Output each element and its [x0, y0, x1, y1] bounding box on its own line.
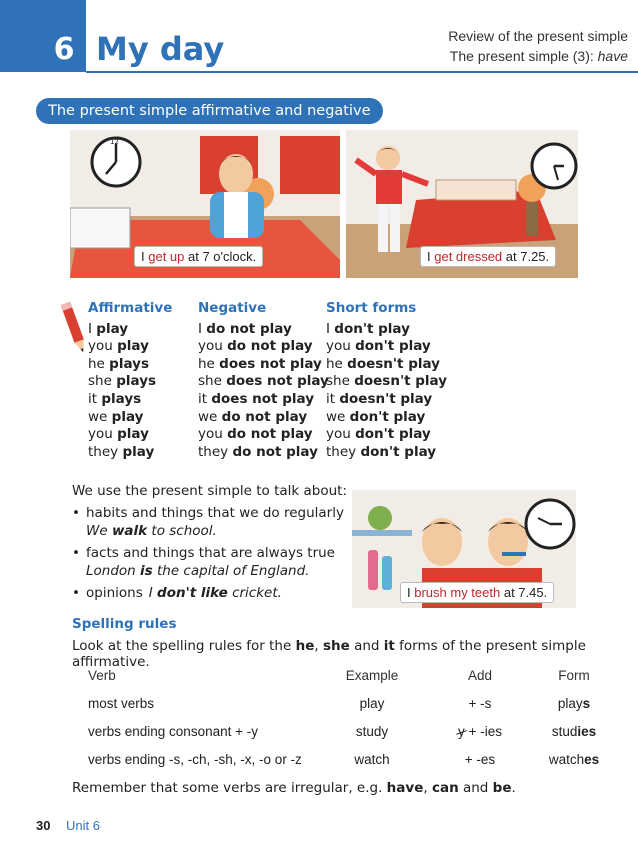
verb-form: don't play: [355, 338, 431, 355]
subject: he: [198, 355, 215, 372]
rule-form: [532, 724, 616, 739]
subject: I: [88, 320, 92, 337]
irregular-note: [72, 780, 516, 796]
footer-unit-label: Unit 6: [66, 818, 100, 833]
verb-form: do not play: [206, 320, 292, 337]
subtitle-2: [448, 46, 628, 66]
bullet-text: opinions: [86, 585, 143, 601]
subject: you: [88, 426, 113, 443]
subject: he: [326, 355, 343, 372]
pencil-icon: [60, 298, 88, 356]
unit-number: 6: [44, 30, 84, 70]
caption-suffix: at 7.25.: [502, 249, 550, 264]
use-example-opinions: [149, 585, 282, 601]
subject: you: [198, 426, 223, 443]
short-forms-heading: Short forms: [326, 300, 417, 316]
negative-column: [198, 300, 329, 461]
short-row: [326, 356, 447, 374]
caption-suffix: at 7 o'clock.: [184, 249, 257, 264]
form-stem: play: [557, 696, 583, 711]
short-row: [326, 321, 447, 339]
header-add: Add: [467, 668, 493, 683]
subject: they: [326, 443, 357, 460]
subject: you: [88, 338, 113, 355]
add-suffix: + -ies: [468, 724, 502, 739]
example-part: cricket.: [227, 585, 282, 601]
aff-row: [88, 426, 172, 444]
clock-left-icon: [92, 138, 140, 186]
verb-form: doesn't play: [339, 390, 433, 407]
svg-text:12: 12: [110, 138, 119, 146]
note-part: .: [511, 780, 516, 796]
spelling-row: [84, 724, 614, 752]
verb-form: play: [117, 338, 149, 355]
caption-verb: get up: [148, 249, 185, 264]
neg-row: [198, 391, 329, 409]
aff-row: [88, 338, 172, 356]
verb-form: do not play: [227, 338, 313, 355]
example-part: I: [148, 585, 158, 601]
short-forms-column: [326, 300, 447, 461]
get-dressed-caption: [420, 246, 556, 267]
verb-form: does not play: [226, 373, 329, 390]
form-stem: watch: [548, 752, 585, 767]
short-row: [326, 426, 447, 444]
spelling-intro: [72, 638, 638, 670]
note-part: ,: [423, 780, 432, 796]
example-part: the capital of England.: [152, 563, 310, 579]
verb-form: do not play: [221, 408, 308, 425]
subject: it: [326, 390, 336, 407]
intro-it: it: [383, 638, 395, 654]
aff-row: [88, 444, 172, 462]
rule-verb: verbs ending consonant + -y: [88, 724, 258, 739]
subtitle-2-italic: have: [597, 48, 628, 64]
subtitle-1: Review of the present simple: [448, 28, 628, 44]
caption-suffix: at 7.45.: [500, 585, 548, 600]
page-number: 30: [36, 818, 51, 833]
verb-form: does not play: [211, 390, 314, 407]
verb-form: play: [96, 320, 129, 337]
neg-row: [198, 321, 329, 339]
note-part: and: [458, 780, 493, 796]
intro-part: Look at the spelling rules for the: [72, 638, 296, 654]
verb-form: don't play: [334, 320, 410, 337]
verb-form: does not play: [219, 355, 322, 372]
rule-example: study: [355, 724, 389, 739]
use-bullet-opinions: [72, 584, 352, 602]
form-ending: ies: [577, 724, 597, 739]
spelling-header-row: [84, 668, 614, 696]
verb-form: play: [117, 426, 149, 443]
example-part: to school.: [147, 523, 217, 539]
subtitle-2-prefix: The present simple (3):: [449, 48, 598, 64]
rule-add: + -s: [468, 696, 492, 711]
aff-row: [88, 391, 172, 409]
caption-prefix: I: [407, 585, 415, 600]
subject: you: [198, 338, 223, 355]
affirmative-column: [88, 300, 172, 461]
uses-intro: We use the present simple to talk about:: [72, 483, 348, 499]
subject: I: [198, 320, 202, 337]
subject: they: [88, 443, 119, 460]
note-part: Remember that some verbs are irregular, e.g.: [72, 780, 387, 796]
intro-she: she: [322, 638, 350, 654]
subject: you: [326, 338, 351, 355]
rule-form: [532, 752, 616, 767]
use-example-facts: [72, 562, 352, 580]
caption-prefix: I: [427, 249, 435, 264]
clock-right-icon: [532, 144, 576, 188]
verb-form: don't play: [355, 426, 431, 443]
unit-subtitles: [448, 26, 628, 66]
clock-teeth-icon: [526, 500, 574, 548]
subject: I: [326, 320, 330, 337]
spelling-table: [84, 668, 614, 780]
short-row: [326, 409, 447, 427]
spelling-row: [84, 752, 614, 780]
verb-form: plays: [101, 390, 142, 407]
neg-row: [198, 373, 329, 391]
subject: you: [326, 426, 351, 443]
short-row: [326, 444, 447, 462]
short-row: [326, 373, 447, 391]
use-bullet-habits: • habits and things that we do regularly: [72, 504, 352, 522]
brush-teeth-caption: [400, 582, 554, 603]
verb-form: don't play: [349, 408, 426, 425]
header-rule: [86, 71, 638, 73]
affirmative-heading: Affirmative: [88, 300, 173, 316]
subject: it: [198, 390, 208, 407]
rule-add: + -es: [464, 752, 496, 767]
note-can: can: [431, 780, 459, 796]
caption-verb: get dressed: [434, 249, 503, 264]
neg-row: [198, 409, 329, 427]
subject: she: [198, 373, 222, 390]
form-ending: s: [582, 696, 591, 711]
subject: they: [198, 443, 229, 460]
unit-title: My day: [96, 30, 225, 68]
spelling-heading: Spelling rules: [72, 616, 177, 632]
spelling-row: [84, 696, 614, 724]
subject: it: [88, 390, 98, 407]
short-row: [326, 391, 447, 409]
aff-row: [88, 373, 172, 391]
subject: he: [88, 355, 105, 372]
aff-row: [88, 409, 172, 427]
verb-form: don't play: [360, 443, 437, 460]
get-up-caption: [134, 246, 263, 267]
struck-letter: y: [458, 724, 465, 739]
rule-example: play: [359, 696, 385, 711]
form-ending: es: [584, 752, 600, 767]
intro-part: and: [349, 638, 384, 654]
note-be: be: [492, 780, 512, 796]
short-row: [326, 338, 447, 356]
example-part: London: [86, 563, 141, 579]
rule-verb: most verbs: [88, 696, 155, 711]
subject: she: [88, 373, 112, 390]
verb-form: do not play: [227, 426, 313, 443]
verb-form: do not play: [232, 443, 318, 460]
intro-part: forms of the present simple affirmative.: [72, 638, 586, 670]
rule-example: watch: [354, 752, 390, 767]
uses-section: [72, 482, 352, 602]
use-bullet-facts: • facts and things that are always true: [72, 544, 352, 562]
aff-row: [88, 356, 172, 374]
rule-add: [440, 724, 520, 739]
subject: we: [326, 408, 346, 425]
rule-form: [532, 696, 616, 711]
verb-form: doesn't play: [347, 355, 440, 372]
verb-form: plays: [116, 373, 157, 390]
note-have: have: [386, 780, 424, 796]
aff-row: [88, 321, 172, 339]
intro-he: he: [295, 638, 315, 654]
subject: we: [198, 408, 218, 425]
form-stem: stud: [551, 724, 578, 739]
neg-row: [198, 356, 329, 374]
verb-form: play: [111, 408, 144, 425]
neg-row: [198, 338, 329, 356]
verb-form: plays: [109, 355, 149, 372]
negative-heading: Negative: [198, 300, 267, 316]
neg-row: [198, 444, 329, 462]
verb-form: play: [122, 443, 155, 460]
example-verb: don't like: [157, 585, 228, 601]
use-example-habits: [72, 522, 352, 540]
section-title: The present simple affirmative and negative: [36, 98, 383, 124]
example-verb: walk: [111, 523, 148, 539]
verb-form: doesn't play: [354, 373, 448, 390]
caption-verb: brush my teeth: [414, 585, 501, 600]
header-verb: Verb: [88, 668, 116, 683]
caption-prefix: I: [141, 249, 149, 264]
header-form: Form: [558, 668, 590, 683]
subject: she: [326, 373, 350, 390]
intro-part: ,: [314, 638, 323, 654]
example-part: We: [86, 523, 112, 539]
subject: we: [88, 408, 108, 425]
rule-verb: verbs ending -s, -ch, -sh, -x, -o or -z: [88, 752, 302, 767]
header-example: Example: [345, 668, 399, 683]
neg-row: [198, 426, 329, 444]
example-verb: is: [140, 563, 153, 579]
